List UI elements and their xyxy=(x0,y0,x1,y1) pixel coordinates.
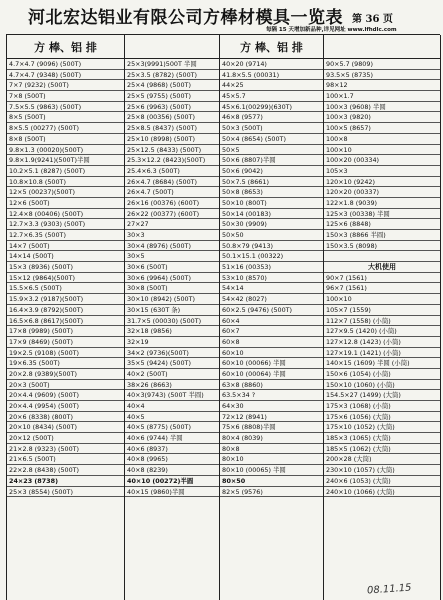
table-column-1 xyxy=(7,35,125,600)
table-cell: 26×22 (00377) (600T) xyxy=(125,209,219,220)
table-cell: 50×6 (8807)半圆 xyxy=(220,155,323,166)
table-cell: 40×6 (9744) 半圆 xyxy=(125,433,219,444)
table-cell: 7×7 (9232) (500T) xyxy=(7,80,124,91)
table-cell: 25×3 (8554) (500T) xyxy=(7,487,124,498)
table-cell: 30×4 (8976) (500T) xyxy=(125,241,219,252)
table-cell: 105×3 xyxy=(324,166,440,177)
table-cell: 40×3(9743) (500T 半圆) xyxy=(125,390,219,401)
table-cell: 54×14 xyxy=(220,283,323,294)
table-cell: 25×8 (00356) (500T) xyxy=(125,112,219,123)
table-cell: 150×10 (1060) (小筒) xyxy=(324,380,440,391)
table-cell: 100×8 xyxy=(324,134,440,145)
table-cell: 26×16 (00376) (600T) xyxy=(125,198,219,209)
table-cell: 200×28 (大筒) xyxy=(324,454,440,465)
table-cell: 150×6 (1054) (小筒) xyxy=(324,369,440,380)
table-cell: 50×7.5 (8661) xyxy=(220,177,323,188)
table-cell: 38×26 (8663) xyxy=(125,380,219,391)
table-cell: 20×10 (8434) (500T) xyxy=(7,422,124,433)
table-cell: 30×6 (500T) xyxy=(125,262,219,273)
table-cell: 50.8×79 (9413) xyxy=(220,241,323,252)
column-header: 方 棒、铝 排 xyxy=(220,35,323,59)
table-cell: 100×3 (9608) 半圆 xyxy=(324,102,440,113)
table-cell: 60×8 xyxy=(220,337,323,348)
table-cell: 40×10 (00272)半圆 xyxy=(125,476,219,487)
table-cell: 100×20 (00334) xyxy=(324,155,440,166)
table-cell: 19×6.35 (500T) xyxy=(7,358,124,369)
table-cell: 40×6 (8937) xyxy=(125,444,219,455)
table-cell: 17×9 (8469) (500T) xyxy=(7,337,124,348)
table-cell: 25×5 (9755) (500T) xyxy=(125,91,219,102)
table-cell: 127×12.8 (1423) (小筒) xyxy=(324,337,440,348)
table-cell: 185×3 (1065) (大筒) xyxy=(324,433,440,444)
table-cell: 120×20 (00337) xyxy=(324,187,440,198)
table-cell: 12.7×3.3 (9303) (500T) xyxy=(7,219,124,230)
table-cell: 24×23 (8738) xyxy=(7,476,124,487)
table-cell: 240×6 (1053) (大筒) xyxy=(324,476,440,487)
table-cell: 25×4 (9868) (500T) xyxy=(125,80,219,91)
table-cell: 96×7 (1561) xyxy=(324,283,440,294)
table-cell: 80×4 (8039) xyxy=(220,433,323,444)
handwritten-date: 08.11.15 xyxy=(366,582,412,597)
table-cell: 100×10 xyxy=(324,145,440,156)
table-cell: 4.7×4.7 (9096) (500T) xyxy=(7,59,124,70)
table-cell: 72×12 (8941) xyxy=(220,412,323,423)
table-cell: 50×4 (8654) (500T) xyxy=(220,134,323,145)
table-cell: 40×15 (9860)半圆 xyxy=(125,487,219,498)
table-cell: 40×20 (9714) xyxy=(220,59,323,70)
table-cell: 30×10 (8942) (500T) xyxy=(125,294,219,305)
table-cell: 大机使用 xyxy=(324,262,440,273)
table-cell: 45×5.7 xyxy=(220,91,323,102)
table-cell: 46×8 (9577) xyxy=(220,112,323,123)
table-cell: 64×30 xyxy=(220,401,323,412)
table-column-2 xyxy=(125,35,220,600)
table-cell: 60×7 xyxy=(220,326,323,337)
table-cell: 40×2 (500T) xyxy=(125,369,219,380)
table-column-3 xyxy=(220,35,324,600)
table-cell: 50×14 (00183) xyxy=(220,209,323,220)
table-cell: 50×3 (500T) xyxy=(220,123,323,134)
page-number: 第 36 页 xyxy=(352,14,393,25)
table-cell: 31.7×5 (00030) (500T) xyxy=(125,316,219,327)
table-cell: 45×6.1(00299)(630T) xyxy=(220,102,323,113)
table-cell: 150×3 (8866 半圆) xyxy=(324,230,440,241)
table-cell: 80×8 xyxy=(220,444,323,455)
column-header xyxy=(324,35,440,59)
table-cell: 25.4×6.3 (500T) xyxy=(125,166,219,177)
table-cell: 63×8 (8860) xyxy=(220,380,323,391)
table-cell: 10.2×5.1 (8287) (500T) xyxy=(7,166,124,177)
table-cell: 154.5×27 (1499) (大筒) xyxy=(324,390,440,401)
table-cell: 15×12 (9864)(500T) xyxy=(7,273,124,284)
table-cell: 120×10 (9242) xyxy=(324,177,440,188)
table-cell: 14×7 (500T) xyxy=(7,241,124,252)
table-cell: 25×6 (9963) (500T) xyxy=(125,102,219,113)
table-cell: 230×10 (1057) (大筒) xyxy=(324,465,440,476)
table-cell: 100×5 (8657) xyxy=(324,123,440,134)
table-cell: 20×6 (8338) (800T) xyxy=(7,412,124,423)
table-cell: 8×8 (500T) xyxy=(7,134,124,145)
table-cell: 17×8 (9989) (500T) xyxy=(7,326,124,337)
table-cell: 105×7 (1559) xyxy=(324,305,440,316)
table-cell: 40×8 (9965) xyxy=(125,454,219,465)
table-cell: 7×8 (500T) xyxy=(7,91,124,102)
table-cell: 22×2.8 (8438) (500T) xyxy=(7,465,124,476)
table-cell: 20×12 (500T) xyxy=(7,433,124,444)
table-cell: 25.3×12.2 (8423)(500T) xyxy=(125,155,219,166)
table-cell: 25×8.5 (8437) (500T) xyxy=(125,123,219,134)
table-cell: 30×15 (630T 条) xyxy=(125,305,219,316)
table-cell: 50×5 xyxy=(220,145,323,156)
table-cell: 50×8 (8653) xyxy=(220,187,323,198)
table-cell: 90×5.7 (9809) xyxy=(324,59,440,70)
page-title: 河北宏达铝业有限公司方棒材模具一览表 xyxy=(28,8,343,28)
table-cell: 12.7×6.35 (500T) xyxy=(7,230,124,241)
table-cell: 25×12.5 (8433) (500T) xyxy=(125,145,219,156)
table-cell: 100×3 (9820) xyxy=(324,112,440,123)
table-cell: 80×50 xyxy=(220,476,323,487)
table-cell xyxy=(324,251,440,262)
table-cell: 50×50 xyxy=(220,230,323,241)
table-cell: 26×4.7 (500T) xyxy=(125,187,219,198)
table-cell: 20×4.4 (9954) (500T) xyxy=(7,401,124,412)
table-cell: 100×1.7 xyxy=(324,91,440,102)
table-cell: 60×10 (00066) 半圆 xyxy=(220,358,323,369)
table-cell: 35×5 (9424) (500T) xyxy=(125,358,219,369)
table-cell: 20×4.4 (9609) (500T) xyxy=(7,390,124,401)
update-notice: 每隔 15 天增加新品种,详见网址 www.lfhdlc.com xyxy=(266,27,397,33)
table-cell: 127×9.5 (1420) (小筒) xyxy=(324,326,440,337)
table-cell: 125×3 (00338) 半圆 xyxy=(324,209,440,220)
table-cell: 15.5×6.5 (500T) xyxy=(7,283,124,294)
table-cell: 16.4×3.9 (8792)(500T) xyxy=(7,305,124,316)
table-cell: 140×15 (1609) 半圆 (小筒) xyxy=(324,358,440,369)
table-cell: 7.5×5.5 (9863) (500T) xyxy=(7,102,124,113)
table-cell: 41.8×5.5 (00031) xyxy=(220,70,323,81)
table-cell: 240×10 (1066) (大筒) xyxy=(324,487,440,498)
table-cell: 25×10 (8998) (500T) xyxy=(125,134,219,145)
table-cell: 15.9×3.2 (9187)(500T) xyxy=(7,294,124,305)
table-cell: 9.8×1.3 (00020)(500T) xyxy=(7,145,124,156)
table-cell: 30×8 (500T) xyxy=(125,283,219,294)
table-cell: 50×6 (9042) xyxy=(220,166,323,177)
table-cell: 125×6 (8848) xyxy=(324,219,440,230)
table-cell: 34×2 (9736)(500T) xyxy=(125,348,219,359)
table-cell: 98×12 xyxy=(324,80,440,91)
table-cell: 63.5×34 ? xyxy=(220,390,323,401)
table-cell: 60×10 (00064) 半圆 xyxy=(220,369,323,380)
table-cell: 80×10 (00065) 半圆 xyxy=(220,465,323,476)
table-cell: 40×5 (8775) (500T) xyxy=(125,422,219,433)
table-cell: 90×7 (1561) xyxy=(324,273,440,284)
table-cell: 30×3 xyxy=(125,230,219,241)
table-cell: 82×5 (9576) xyxy=(220,487,323,498)
table-cell: 40×8 (8239) xyxy=(125,465,219,476)
table-cell: 54×42 (8027) xyxy=(220,294,323,305)
table-cell: 8×5.5 (00277) (500T) xyxy=(7,123,124,134)
table-column-4 xyxy=(324,35,441,600)
table-cell: 44×25 xyxy=(220,80,323,91)
table-cell: 80×10 xyxy=(220,454,323,465)
table-cell: 150×3.5 (8098) xyxy=(324,241,440,252)
table-cell: 9.8×1.9(9241)(500T)半圆 xyxy=(7,155,124,166)
table-cell: 21×6.5 (500T) xyxy=(7,454,124,465)
table-cell: 51×16 (00353) xyxy=(220,262,323,273)
table-cell: 32×18 (9856) xyxy=(125,326,219,337)
table-cell: 40×5 xyxy=(125,412,219,423)
column-header: 方 棒、铝 排 xyxy=(7,35,124,59)
table-cell: 30×5 xyxy=(125,251,219,262)
table-cell: 60×2.5 (9476) (500T) xyxy=(220,305,323,316)
table-cell: 122×1.8 (9039) xyxy=(324,198,440,209)
table-cell: 16.5×6.8 (8617)(500T) xyxy=(7,316,124,327)
table-cell: 112×7 (1558) (小筒) xyxy=(324,316,440,327)
table-cell: 12.4×8 (00406) (500T) xyxy=(7,209,124,220)
table-cell: 12×5 (00237)(500T) xyxy=(7,187,124,198)
table-cell: 12×6 (500T) xyxy=(7,198,124,209)
table-cell: 32×19 xyxy=(125,337,219,348)
table-cell: 20×3 (500T) xyxy=(7,380,124,391)
table-cell: 93.5×5 (8735) xyxy=(324,70,440,81)
table-cell: 30×6 (9964) (500T) xyxy=(125,273,219,284)
table-cell: 8×5 (500T) xyxy=(7,112,124,123)
table-cell: 60×4 xyxy=(220,316,323,327)
table-cell: 25×3(9991)500T 半圆 xyxy=(125,59,219,70)
table-cell: 26×4.7 (8684) (500T) xyxy=(125,177,219,188)
table-cell: 25×3.5 (8782) (500T) xyxy=(125,70,219,81)
table-cell: 53×10 (8570) xyxy=(220,273,323,284)
table-cell: 185×5 (1062) (大筒) xyxy=(324,444,440,455)
table-cell: 20×2.8 (9389)(500T) xyxy=(7,369,124,380)
table-cell: 50×10 (800T) xyxy=(220,198,323,209)
table-cell: 50.1×15.1 (00322) xyxy=(220,251,323,262)
table-cell: 40×4 xyxy=(125,401,219,412)
table-cell: 15×3 (8936) (500T) xyxy=(7,262,124,273)
table-cell: 50×30 (9909) xyxy=(220,219,323,230)
table-cell: 19×2.5 (9108) (500T) xyxy=(7,348,124,359)
table-cell: 175×10 (1052) (大筒) xyxy=(324,422,440,433)
table-cell: 127×19.1 (1421) (小筒) xyxy=(324,348,440,359)
table-cell: 175×3 (1068) (小筒) xyxy=(324,401,440,412)
table-cell: 27×27 xyxy=(125,219,219,230)
mold-table xyxy=(6,34,440,600)
table-cell: 100×10 xyxy=(324,294,440,305)
column-header xyxy=(125,35,219,59)
table-cell: 75×6 (8808)半圆 xyxy=(220,422,323,433)
table-cell: 10.8×10.8 (500T) xyxy=(7,177,124,188)
table-cell: 21×2.8 (9323) (500T) xyxy=(7,444,124,455)
table-cell: 60×10 xyxy=(220,348,323,359)
table-cell: 175×6 (1056) (大筒) xyxy=(324,412,440,423)
table-cell: 4.7×4.7 (9348) (500T) xyxy=(7,70,124,81)
table-cell: 14×14 (500T) xyxy=(7,251,124,262)
